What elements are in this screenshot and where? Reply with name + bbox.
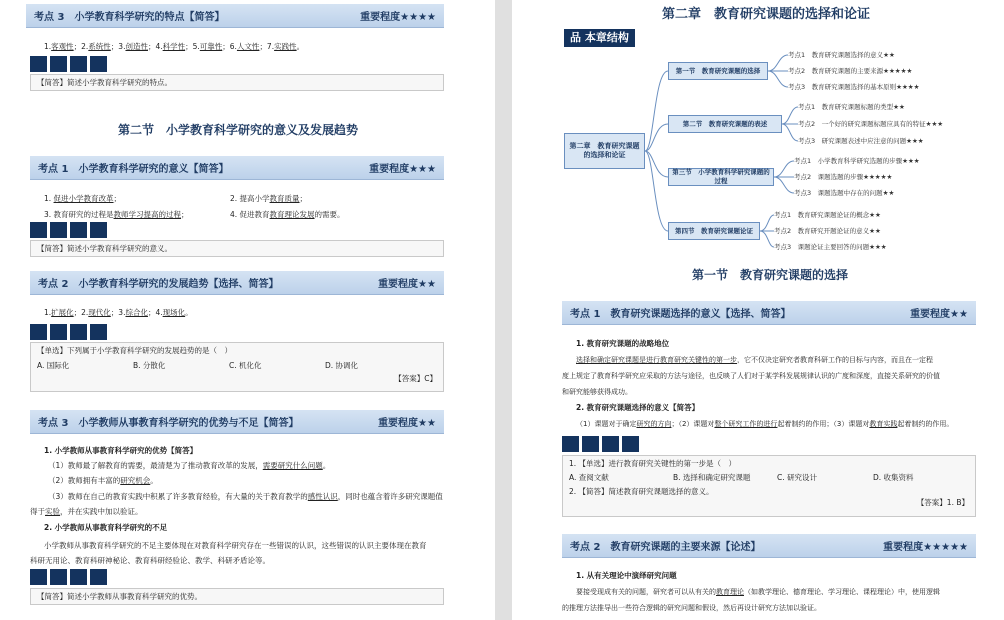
mindmap-leaf: 考点2 课题选题的步骤★★★★★ xyxy=(794,173,893,181)
exercise-heading xyxy=(30,222,107,238)
body-line: 度上规定了教育科学研究应采取的方法与途径，也反映了人们对于某学科发展规律认识的广度和深度，直接关系研究的价值 xyxy=(562,372,940,380)
question-options xyxy=(569,472,969,483)
exercise-char xyxy=(90,222,107,238)
exercise-heading xyxy=(562,436,639,452)
body-line: （1）教师最了解教育的需要，最清楚为了推动教育改革的发展，需要研究什么问题。 xyxy=(48,461,331,470)
key-point-item: 3. 教育研究的过程是教师学习提高的过程； xyxy=(44,210,189,219)
mindmap-leaf: 考点2 教育研究开题论证的意义★★ xyxy=(774,227,881,235)
mindmap-leaf: 考点3 课题论证主要回答的问题★★★ xyxy=(774,243,887,251)
key-point-item: 4. 促进教育教育理论发展的需要。 xyxy=(230,210,345,219)
key-point-item: 1. 促进小学教育改革； xyxy=(44,194,122,203)
mindmap-leaf: 考点3 教育研究课题选择的基本原则★★★★ xyxy=(788,83,920,91)
option: A. 国际化 xyxy=(37,361,70,370)
exercise-char xyxy=(90,569,107,585)
key-point-bar xyxy=(562,301,976,325)
exercise-char xyxy=(70,222,87,238)
exercise-char xyxy=(90,324,107,340)
mindmap-section: 第三节 小学教育科学研究课题的过程 xyxy=(668,168,774,186)
right-page xyxy=(512,0,1004,620)
option: B. 分散化 xyxy=(133,361,166,370)
body-line: （3）教师在自己的教育实践中积累了许多教育经验，有大量的关于教育教学的感性认识，同时也蕴含着许多研究课题值 xyxy=(48,492,443,501)
exercise-char xyxy=(30,222,47,238)
mindmap-leaf: 考点3 课题选题中存在的问题★★ xyxy=(794,189,895,197)
exercise-heading xyxy=(30,569,107,585)
exercise-char xyxy=(582,436,599,452)
body-line: 的推理方法推导出一些符合逻辑的研究问题和假设，然后再设计研究方法加以验证。 xyxy=(562,604,821,612)
mindmap-section: 第二节 教育研究课题的表述 xyxy=(668,115,782,133)
key-point-bar xyxy=(562,534,976,558)
exercise-char xyxy=(30,56,47,72)
chapter-title: 第二章 教育研究课题的选择和论证 xyxy=(662,7,871,22)
key-point-title: 考点 3 小学教育科学研究的特点【简答】 xyxy=(34,12,225,23)
body-line: 1. 从有关理论中演绎研究问题 xyxy=(576,571,677,580)
page-gap xyxy=(495,0,512,620)
key-point-list: 1.扩展化；2.现代化；3.综合化；4.现场化。 xyxy=(44,308,193,317)
option: C. 研究设计 xyxy=(777,473,818,482)
question-box: 【简答】简述小学教师从事教育科学研究的优势。 xyxy=(30,588,444,605)
question-options xyxy=(37,360,437,371)
exercise-char xyxy=(70,324,87,340)
body-line: 2. 教育研究课题选择的意义【简答】 xyxy=(576,403,700,412)
mindmap-leaf: 考点1 小学教育科学研究选题的步骤★★★ xyxy=(794,157,920,165)
mindmap-leaf: 考点2 一个好的研究课题标题应具有的特征★★★ xyxy=(798,120,944,128)
exercise-char xyxy=(90,56,107,72)
structure-label: 品 本章结构 xyxy=(564,29,635,47)
body-line: 科研无用论、教育科研神秘论、教育科研经验论、教学、科研矛盾论等。 xyxy=(30,556,270,565)
mindmap-leaf: 考点1 教育研究课题论证的概念★★ xyxy=(774,211,881,219)
body-line: 和研究能够获得成功。 xyxy=(562,388,632,396)
importance-label: 重要程度★★ xyxy=(378,279,436,290)
option: B. 选择和确定研究课题 xyxy=(673,473,751,482)
body-line: 1. 小学教师从事教育科学研究的优势【简答】 xyxy=(44,446,198,455)
question-box xyxy=(30,342,444,392)
body-line: 得于实验，并在实践中加以验证。 xyxy=(30,507,143,516)
body-line: 小学教师从事教育科学研究的不足主要体现在对教育科学研究存在一些错误的认识，这些错误的认识主要体现在教育 xyxy=(44,541,427,550)
mindmap-leaf: 考点1 教育研究课题选择的意义★★ xyxy=(788,51,895,59)
key-point-bar xyxy=(30,271,444,295)
question-box: 【简答】简述小学教育科学研究的特点。 xyxy=(30,74,444,91)
key-point-bar xyxy=(30,410,444,434)
exercise-char xyxy=(50,569,67,585)
answer-label: 【答案】C】 xyxy=(394,374,437,383)
key-point-bar xyxy=(30,156,444,180)
importance-label: 重要程度★★★★ xyxy=(360,12,436,23)
option: D. 收集资料 xyxy=(873,473,914,482)
exercise-char xyxy=(50,324,67,340)
question-stem: 1. 【单选】进行教育研究关键性的第一步是（ ） xyxy=(569,459,737,468)
key-point-item: 2. 提高小学教育质量； xyxy=(230,194,308,203)
section-title: 第二节 小学教育科学研究的意义及发展趋势 xyxy=(118,123,359,137)
key-point-title: 考点 1 教育研究课题选择的意义【选择、简答】 xyxy=(570,309,791,320)
exercise-heading xyxy=(30,56,107,72)
importance-label: 重要程度★★★★★ xyxy=(883,542,968,553)
mindmap-root: 第二章 教育研究课题的选择和论证 xyxy=(564,133,645,169)
question-stem: 【单选】下列属于小学教育科学研究的发展趋势的是（ ） xyxy=(37,346,232,355)
mindmap-section: 第一节 教育研究课题的选择 xyxy=(668,62,768,80)
answer-label: 【答案】1. B】 xyxy=(916,498,969,507)
exercise-char xyxy=(70,569,87,585)
importance-label: 重要程度★★ xyxy=(378,418,436,429)
exercise-char xyxy=(70,56,87,72)
question-box xyxy=(562,455,976,517)
exercise-char xyxy=(30,569,47,585)
option: A. 查阅文献 xyxy=(569,473,609,482)
body-line: （1）课题对于确定研究的方向；（2）课题对整个研究工作的进行起着制约的作用；（3）课题对教育实践起着制约的作用。 xyxy=(576,420,954,428)
section-title: 第一节 教育研究课题的选择 xyxy=(692,268,849,282)
key-point-title: 考点 2 小学教育科学研究的发展趋势【选择、简答】 xyxy=(38,279,279,290)
mindmap-leaf: 考点1 教育研究课题标题的类型★★ xyxy=(798,103,905,111)
mindmap-leaf: 考点3 研究课题表述中应注意的问题★★★ xyxy=(798,137,924,145)
mindmap-section: 第四节 教育研究课题论证 xyxy=(668,222,760,240)
exercise-heading xyxy=(30,324,107,340)
body-line: 1. 教育研究课题的战略地位 xyxy=(576,339,670,348)
key-point-title: 考点 3 小学教师从事教育科学研究的优势与不足【简答】 xyxy=(38,418,299,429)
option: D. 协调化 xyxy=(325,361,359,370)
body-line: 2. 小学教师从事教育科学研究的不足 xyxy=(44,523,168,532)
option: C. 机化化 xyxy=(229,361,262,370)
left-page xyxy=(0,0,495,620)
body-line: （2）教师拥有丰富的研究机会。 xyxy=(48,476,158,485)
question-stem: 2. 【简答】简述教育研究课题选择的意义。 xyxy=(569,487,714,496)
key-point-title: 考点 2 教育研究课题的主要来源【论述】 xyxy=(570,542,761,553)
exercise-char xyxy=(622,436,639,452)
key-point-title: 考点 1 小学教育科学研究的意义【简答】 xyxy=(38,164,229,175)
exercise-char xyxy=(30,324,47,340)
exercise-char xyxy=(50,222,67,238)
mindmap-leaf: 考点2 教育研究课题的主要来源★★★★★ xyxy=(788,67,913,75)
key-point-bar xyxy=(26,4,444,28)
question-box: 【简答】简述小学教育科学研究的意义。 xyxy=(30,240,444,257)
exercise-char xyxy=(562,436,579,452)
body-line: 选择和确定研究课题是进行教育研究关键性的第一步，它不仅决定研究者教育科研工作的目标与内容，而且在一定程 xyxy=(576,356,933,364)
importance-label: 重要程度★★ xyxy=(910,309,968,320)
key-point-list: 1.客观性；2.系统性；3.创造性；4.科学性；5.可靠性；6.人文性；7.实践性。 xyxy=(44,42,305,51)
importance-label: 重要程度★★★ xyxy=(369,164,436,175)
exercise-char xyxy=(602,436,619,452)
body-line: 要接受现成有关的问题，研究者可以从有关的教育理论（如教学理论、德育理论、学习理论、课程理论）中，使用逻辑 xyxy=(576,588,940,596)
exercise-char xyxy=(50,56,67,72)
